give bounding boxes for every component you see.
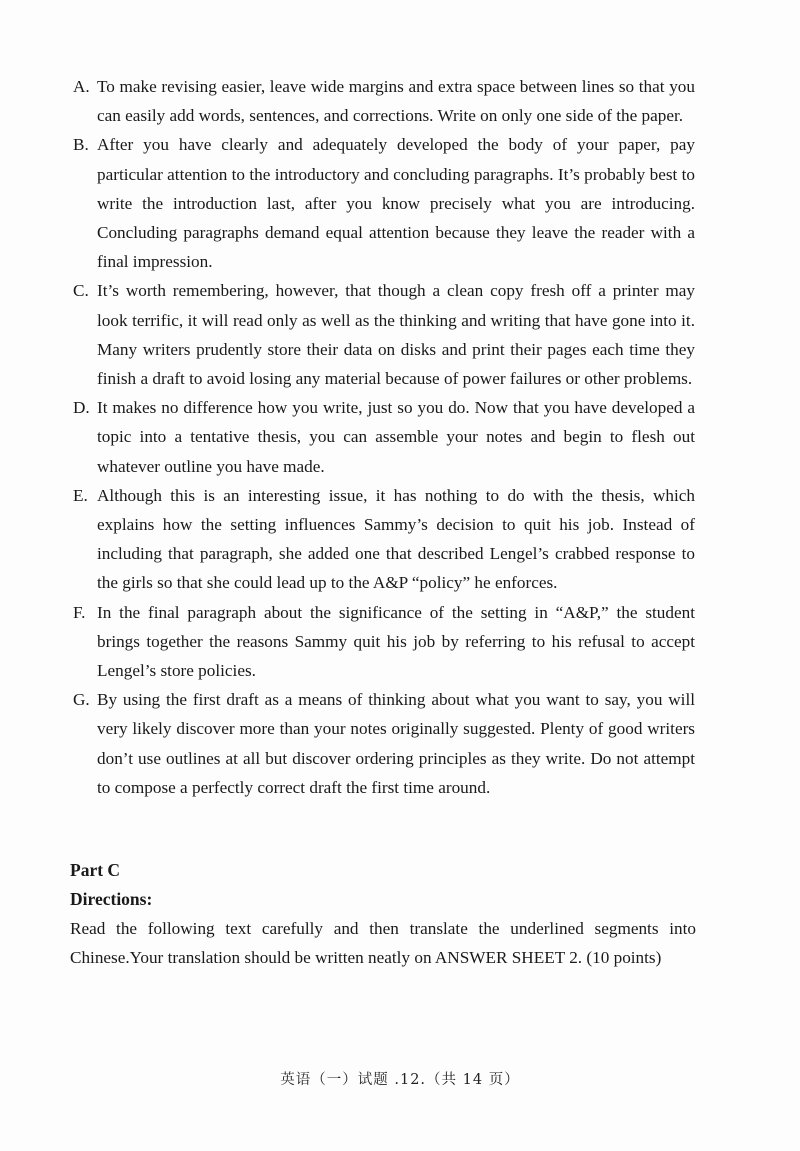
directions-text: Read the following text carefully and then translate the underlined segments into Chinese.Your translation should be written neatly on ANSWER SHEET 2. (10 points) — [70, 919, 696, 968]
option-b — [73, 130, 695, 276]
option-d — [73, 393, 695, 481]
option-text: It makes no difference how you write, just so you do. Now that you have developed a topic into a tentative thesis, you can assemble your notes and begin to flesh out whatever outline you have made. — [97, 398, 695, 476]
option-text: In the final paragraph about the significance of the setting in “A&P,” the student brings together the reasons Sammy quit his job by referring to his refusal to accept Lengel’s store policies. — [97, 602, 695, 681]
option-text: To make revising easier, leave wide margins and extra space between lines so that you can easily add words, sentences, and corrections. Write on only one side of the paper. — [97, 77, 695, 126]
option-g — [73, 685, 695, 802]
option-text: Although this is an interesting issue, it has nothing to do with the thesis, which explains how the setting influences Sammy’s decision to quit his job. Instead of including that paragraph, she added one that described Lengel’s crabbed response to the girls so that she could lead up to the A&P “policy” he enforces. — [97, 485, 695, 593]
page-footer: 英语（一）试题 .12.（共 14 页） — [280, 1072, 520, 1088]
option-list — [73, 72, 695, 802]
option-text: By using the first draft as a means of thinking about what you want to say, you will very likely discover more than your notes originally suggested. Plenty of good writers don’t use outlines at all but discover ordering principles as they write. Do not attempt to compose a perfectly correct draft the first time around. — [97, 690, 695, 797]
option-letter: A. — [73, 77, 90, 96]
part-c-section — [70, 856, 696, 972]
option-letter: C. — [73, 281, 89, 301]
option-letter: F. — [73, 602, 86, 622]
option-c — [73, 276, 695, 393]
option-letter: G. — [73, 690, 90, 710]
part-c-title: Part C — [70, 860, 121, 880]
option-text: After you have clearly and adequately developed the body of your paper, pay particular attention to the introductory and concluding paragraphs. It’s probably best to write the introduction last, after you know precisely what you are introducing. Concluding paragraphs demand equal attention because they leave the reader with a final impression. — [97, 135, 695, 272]
directions-label: Directions: — [70, 889, 153, 909]
option-letter: D. — [73, 398, 90, 418]
option-a — [73, 72, 695, 130]
option-letter: E. — [73, 485, 88, 505]
option-f — [73, 598, 695, 686]
option-e — [73, 481, 695, 598]
option-text: It’s worth remembering, however, that though a clean copy fresh off a printer may look terrific, it will read only as well as the thinking and writing that have gone into it. Many writers prudently store their data on disks and print their pages each time they finish a draft to avoid losing any material because of power failures or other problems. — [97, 281, 695, 389]
option-letter: B. — [73, 135, 89, 155]
